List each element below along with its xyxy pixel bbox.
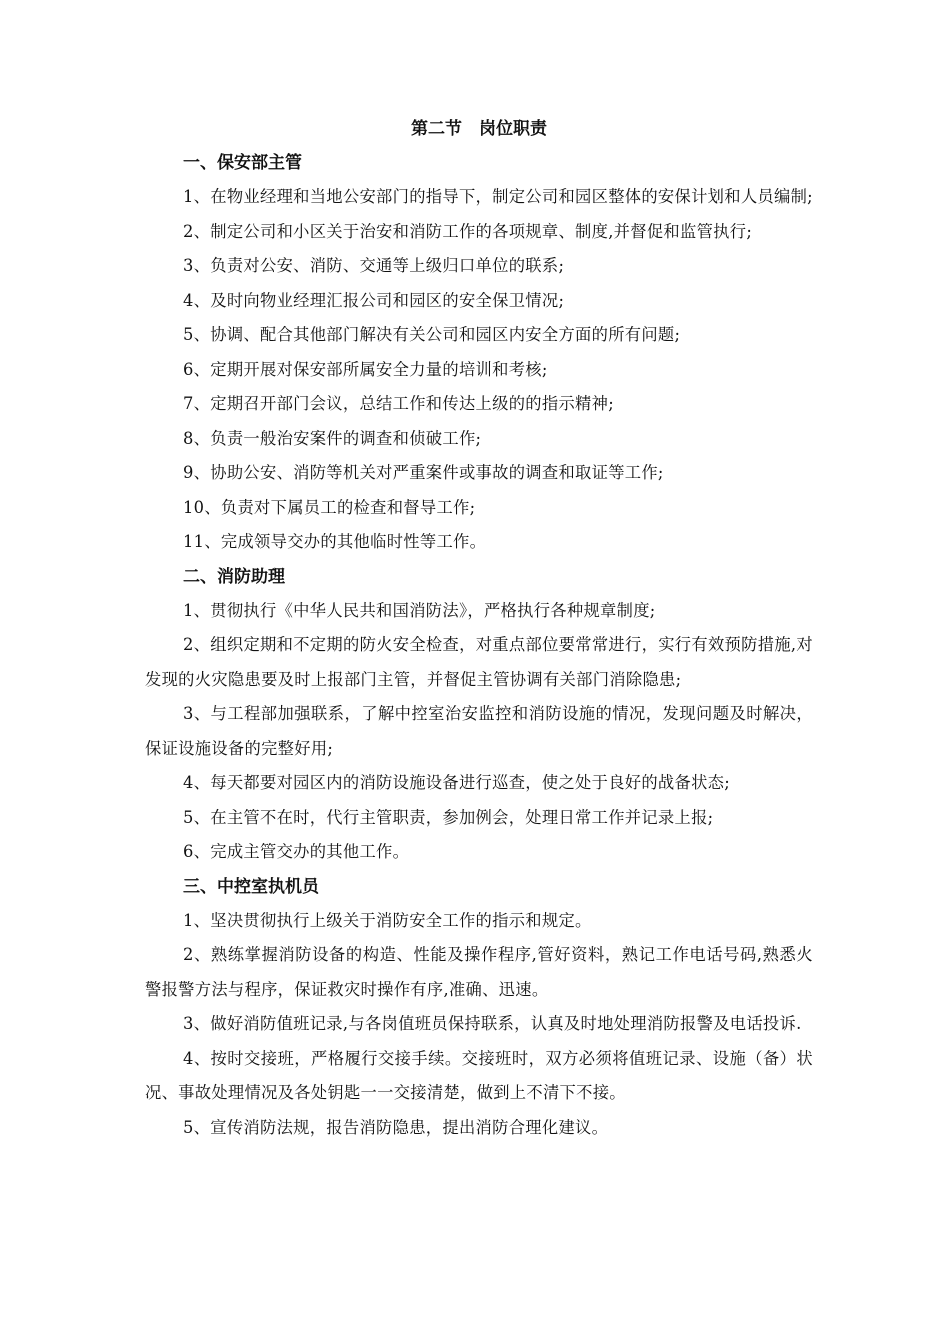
duty-item: 4、及时向物业经理汇报公司和园区的安全保卫情况;: [183, 290, 565, 310]
duty-item: 7、定期召开部门会议，总结工作和传达上级的的指示精神;: [183, 394, 614, 413]
document-page: [145, 112, 813, 1145]
section-security-supervisor: [145, 146, 813, 560]
section-heading: 一、保安部主管: [183, 153, 302, 173]
duty-item: 2、熟练掌握消防设备的构造、性能及操作程序,管好资料，熟记工作电话号码,熟悉火警报警方法与程序，保证救灾时操作有序,准确、迅速。: [145, 945, 813, 999]
duty-item: 4、每天都要对园区内的消防设施设备进行巡查，使之处于良好的战备状态;: [183, 773, 731, 792]
duty-item: 6、完成主管交办的其他工作。: [183, 842, 410, 861]
duty-item: 1、贯彻执行《中华人民共和国消防法》，严格执行各种规章制度;: [183, 600, 656, 620]
duty-item: 3、负责对公安、消防、交通等上级归口单位的联系;: [183, 256, 565, 275]
duty-item: 10、负责对下属员工的检查和督导工作;: [183, 497, 476, 517]
duty-item: 1、在物业经理和当地公安部门的指导下，制定公司和园区整体的安保计划和人员编制;: [183, 187, 813, 206]
duty-item: 8、负责一般治安案件的调查和侦破工作;: [183, 428, 482, 448]
section-heading: 三、中控室执机员: [183, 876, 319, 897]
duty-item: 11、完成领导交办的其他临时性等工作。: [183, 532, 487, 551]
duty-item: 4、按时交接班，严格履行交接手续。交接班时，双方必须将值班记录、设施（备）状况、事故处理情况及各处钥匙一一交接清楚，做到上不清下不接。: [145, 1048, 813, 1102]
section-fire-assistant: [145, 560, 813, 870]
section-title: 第二节 岗位职责: [411, 119, 547, 139]
duty-item: 3、做好消防值班记录,与各岗值班员保持联系，认真及时地处理消防报警及电话投诉.: [183, 1014, 802, 1033]
duty-item: 9、协助公安、消防等机关对严重案件或事故的调查和取证等工作;: [183, 463, 664, 482]
duty-item: 1、坚决贯彻执行上级关于消防安全工作的指示和规定。: [183, 910, 592, 930]
duty-item: 2、组织定期和不定期的防火安全检查，对重点部位要常常进行，实行有效预防措施,对发现的火灾隐患要及时上报部门主管，并督促主管协调有关部门消除隐患;: [145, 635, 813, 689]
duty-item: 5、协调、配合其他部门解决有关公司和园区内安全方面的所有问题;: [183, 325, 681, 344]
duty-item: 3、与工程部加强联系，了解中控室治安监控和消防设施的情况，发现问题及时解决，保证设施设备的完整好用;: [145, 704, 813, 758]
duty-item: 6、定期开展对保安部所属安全力量的培训和考核;: [183, 359, 548, 379]
duty-item: 5、宣传消防法规，报告消防隐患，提出消防合理化建议。: [183, 1117, 609, 1137]
section-heading: 二、消防助理: [183, 566, 285, 587]
duty-item: 5、在主管不在时，代行主管职责，参加例会，处理日常工作并记录上报;: [183, 807, 714, 827]
duty-item: 2、制定公司和小区关于治安和消防工作的各项规章、制度,并督促和监管执行;: [183, 221, 753, 241]
section-control-room-operator: [145, 870, 813, 1146]
